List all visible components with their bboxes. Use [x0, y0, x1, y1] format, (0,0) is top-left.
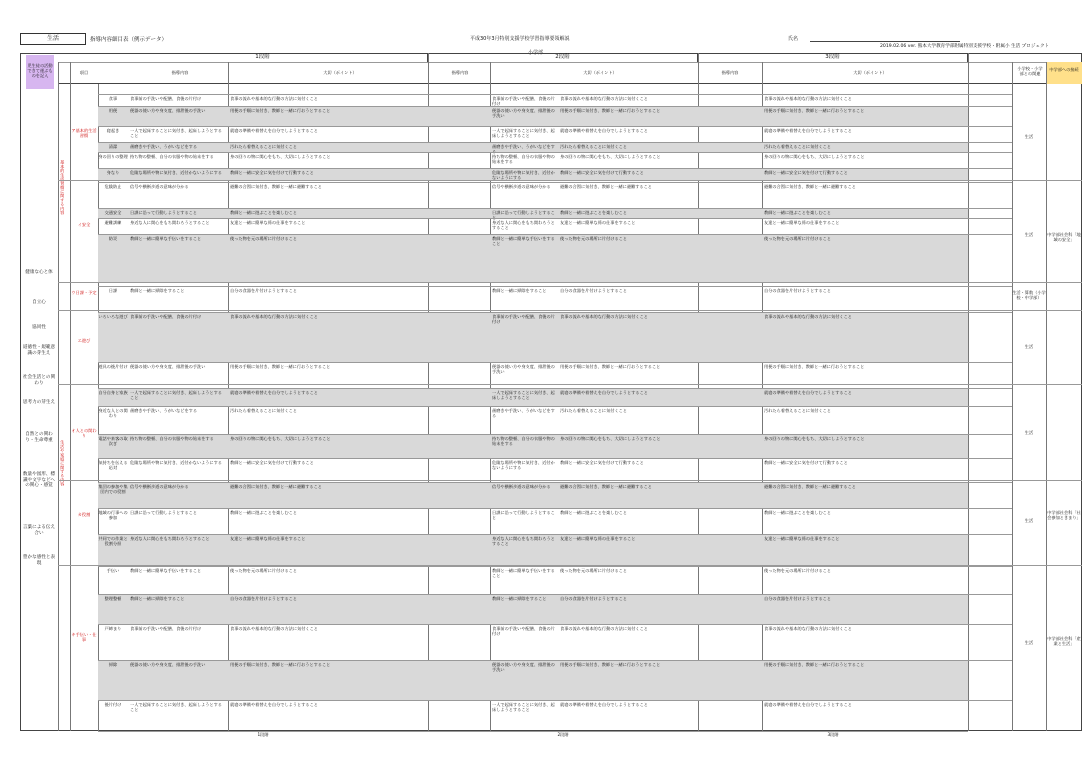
- cell-text: 就寝の準備や着替えを自分でしようとすること: [560, 390, 648, 395]
- cell-text: 持ち物の整頓、自分の衣服や物の始末をする: [492, 436, 555, 447]
- row-separator: [98, 106, 1012, 107]
- stage3-point-header: 大切（ポイント）: [853, 70, 887, 75]
- stage2-point-header: 大切（ポイント）: [583, 70, 617, 75]
- cell-text: 用便の手順に気付き、教師と一緒に行おうとすること: [230, 108, 331, 113]
- cell-text: 自分の食器を片付けようとすること: [230, 596, 298, 601]
- row-item-label: 防災: [108, 236, 118, 241]
- divider: [58, 62, 59, 731]
- cell-text: 汚れたら着替えることに気付くこと: [764, 408, 832, 413]
- cell-text: 教師と一緒に遊ぶことを楽しむこと: [230, 510, 298, 515]
- cell-text: 歯磨きや手洗い、うがいなどをする: [130, 144, 198, 149]
- subject-label: 生活: [20, 33, 86, 45]
- group-label: ウ日課・予定: [71, 290, 97, 295]
- cell-text: 身近な人に関心をもち関わろうとすること: [130, 220, 210, 225]
- left-topic: 自然との関わり・生命尊重: [25, 432, 53, 443]
- cell-text: 危険な場所や物に気付き、近付かないようにする: [130, 460, 222, 465]
- cell-text: 日課に沿って行動しようとすること: [492, 210, 555, 221]
- cell-text: 身の回りの物に関心をもち、大切にしようとすること: [560, 154, 661, 159]
- cell-text: 便器の使い方や身支度、排泄後の手洗い: [130, 108, 206, 113]
- cell-text: 身の回りの物に関心をもち、大切にしようとすること: [764, 436, 865, 441]
- cell-text: 信号や横断歩道の意味が分かる: [492, 484, 551, 489]
- row-separator: [98, 218, 1012, 219]
- row-item-label: 寝起き: [106, 128, 120, 133]
- cell-text: 用便の手順に気付き、教師と一緒に行おうとすること: [560, 364, 661, 369]
- row-separator: [98, 534, 1012, 535]
- row-separator: [98, 594, 1012, 595]
- group-separator: [58, 384, 1082, 385]
- cell-text: 自分の食器を片付けようとすること: [560, 288, 628, 293]
- row-separator: [98, 312, 1012, 313]
- row-item-label: 共同での作業と役割分担: [98, 536, 128, 547]
- cell-text: 用便の手順に気付き、教師と一緒に行おうとすること: [764, 364, 865, 369]
- cell-text: 教師と一緒に遊ぶことを楽しむこと: [764, 510, 832, 515]
- group-separator: [58, 180, 1082, 181]
- row-item-label: 用便: [108, 108, 118, 113]
- cell-text: 信号や横断歩道の意味が分かる: [130, 484, 189, 489]
- relation-label: 生活: [1024, 232, 1034, 237]
- cell-text: 使った物を元の場所に片付けること: [230, 236, 298, 241]
- relation-label: 生活: [1024, 640, 1034, 645]
- cell-text: 就寝の準備や着替えを自分でしようとすること: [764, 390, 852, 395]
- cell-text: 自分の食器を片付けようとすること: [764, 596, 832, 601]
- cell-text: 教師と一緒に安全に気を付けて行動すること: [764, 460, 848, 465]
- cell-text: 身の回りの物に関心をもち、大切にしようとすること: [230, 436, 331, 441]
- cell-text: 使った物を元の場所に片付けること: [560, 568, 628, 573]
- divider: [968, 53, 969, 731]
- cell-text: 食事前の手洗いや配膳、食後の片付け: [492, 314, 555, 325]
- cell-text: 避難の合図に気付き、教師と一緒に避難すること: [560, 484, 652, 489]
- cell-text: 避難の合図に気付き、教師と一緒に避難すること: [560, 184, 652, 189]
- group-label: オ人との関わり: [71, 428, 97, 439]
- cell-text: 教師と一緒に掃除をすること: [492, 596, 547, 601]
- cell-text: 日課に沿って行動しようとすること: [130, 210, 198, 215]
- cell-text: 友達と一緒に簡単な係の仕事をすること: [764, 220, 840, 225]
- cell-text: 一人で起床することに気付き、起床しようとすること: [492, 702, 555, 713]
- cell-text: 用便の手順に気付き、教師と一緒に行おうとすること: [764, 108, 865, 113]
- name-label: 氏名: [788, 36, 799, 42]
- group-separator: [58, 480, 1082, 481]
- stage2-header: 2段階: [428, 53, 698, 62]
- divider: [1012, 62, 1013, 731]
- cell-text: 持ち物の整頓、自分の衣服や物の始末をする: [492, 154, 555, 165]
- row-separator: [98, 126, 1012, 127]
- row-separator: [98, 94, 1012, 95]
- vertical-category-label: 基本的生活習慣に関する内容: [60, 160, 66, 215]
- cell-text: 食事前の手洗いや配膳、食後の片付け: [130, 626, 202, 631]
- cell-text: 汚れたら着替えることに気付くこと: [230, 408, 298, 413]
- left-topic: 豊かな感性と表現: [22, 555, 56, 566]
- cell-text: 教師と一緒に安全に気を付けて行動すること: [230, 460, 314, 465]
- cell-text: 食事前の手洗いや配膳、食後の片付け: [492, 96, 555, 107]
- row-item-label: 掃除: [108, 662, 118, 667]
- relation-label: 生活: [1024, 518, 1034, 523]
- footer-stage2: 2段階: [428, 731, 698, 737]
- left-topic: 自立心: [32, 300, 46, 305]
- left-topic: 健康な心と体: [25, 270, 53, 275]
- item-header: 項目: [79, 70, 89, 75]
- cell-text: 友達と一緒に簡単な係の仕事をすること: [560, 536, 636, 541]
- row-item-label: 遊具の後片付け: [98, 364, 128, 369]
- cell-text: 食事の流れや基本的な行動の方法に気付くこと: [560, 314, 648, 319]
- cell-text: 一人で起床することに気付き、起床しようとすること: [130, 128, 222, 139]
- cell-text: 就寝の準備や着替えを自分でしようとすること: [764, 128, 852, 133]
- row-separator: [98, 434, 1012, 435]
- name-underline: [810, 41, 960, 42]
- row-item-label: 避難訓練: [104, 220, 122, 225]
- stage3-content-header: 指導内容: [721, 70, 739, 75]
- row-separator: [98, 406, 1012, 407]
- cell-text: 汚れたら着替えることに気付くこと: [560, 408, 628, 413]
- row-item-label: 後片付け: [104, 702, 122, 707]
- row-item-label: 食事: [108, 96, 118, 101]
- row-item-label: 日課: [108, 288, 118, 293]
- cell-text: 教師と一緒に簡単な手伝いをすること: [130, 236, 202, 241]
- cell-text: 食事の流れや基本的な行動の方法に気付くこと: [230, 626, 318, 631]
- cell-text: 便器の使い方や身支度、排泄後の手洗い: [492, 108, 555, 119]
- group-label: キ手伝い・仕事: [71, 632, 97, 643]
- cell-text: 教師と一緒に遊ぶことを楽しむこと: [230, 210, 298, 215]
- cell-text: 就寝の準備や着替えを自分でしようとすること: [560, 128, 648, 133]
- cell-text: 自分の食器を片付けようとすること: [764, 288, 832, 293]
- cell-text: 教師と一緒に安全に気を付けて行動すること: [560, 170, 644, 175]
- left-topic: 言葉による伝え合い: [22, 525, 56, 536]
- cell-text: 身の回りの物に関心をもち、大切にしようとすること: [560, 436, 661, 441]
- cell-text: 身の回りの物に関心をもち、大切にしようとすること: [230, 154, 331, 159]
- cell-text: 危険な場所や物に気付き、近付かないようにする: [492, 460, 555, 471]
- cell-text: 教師と一緒に遊ぶことを楽しむこと: [560, 210, 628, 215]
- stage1-content-header: 指導内容: [171, 70, 189, 75]
- stage1-header: 1段階: [98, 53, 428, 62]
- row-separator: [98, 182, 1012, 183]
- left-topic: 協同性: [32, 325, 46, 330]
- cell-text: 食事の流れや基本的な行動の方法に気付くこと: [230, 96, 318, 101]
- cell-text: 教師と一緒に安全に気を付けて行動すること: [764, 170, 848, 175]
- footer-stage1: 1段階: [98, 731, 428, 737]
- cell-text: 一人で起床することに気付き、起床しようとすること: [130, 702, 222, 713]
- row-separator: [98, 566, 1012, 567]
- row-item-label: 手伝い: [106, 568, 120, 573]
- row-item-label: 戸締まり: [104, 626, 122, 631]
- center-title: 平成30年3月特別支援学校学習指導要領解説: [470, 36, 570, 42]
- row-separator: [98, 152, 1012, 153]
- left-topic: 社会生活との関わり: [22, 375, 56, 386]
- row-separator: [98, 482, 1012, 483]
- cell-text: 日課に沿って行動しようとすること: [492, 510, 555, 521]
- document-title: 指導内容細目表（例示データ）: [90, 37, 168, 43]
- row-item-label: 清潔: [108, 144, 118, 149]
- cell-text: 避難の合図に気付き、教師と一緒に避難すること: [764, 184, 856, 189]
- junior-header: 中学部への接続: [1046, 62, 1082, 84]
- relation-header: 小学校・小学部との関連: [1017, 66, 1043, 77]
- row-separator: [98, 388, 1012, 389]
- relation-label: 生活: [1024, 134, 1034, 139]
- divider: [70, 62, 71, 731]
- footer-stage3: 3段階: [698, 731, 968, 737]
- row-item-label: 身近な人との関わり: [98, 408, 128, 419]
- stage3-header: 3段階: [698, 53, 968, 62]
- cell-text: 持ち物の整頓、自分の衣服や物の始末をする: [130, 436, 214, 441]
- row-separator: [98, 700, 1012, 701]
- cell-text: 教師と一緒に簡単な手伝いをすること: [130, 568, 202, 573]
- relation-label: 生活・算数（小学校・中学部）: [1012, 290, 1046, 301]
- cell-text: 自分の食器を片付けようとすること: [560, 596, 628, 601]
- group-label: エ遊び: [77, 338, 91, 343]
- relation-label: 生活: [1024, 344, 1034, 349]
- cell-text: 便器の使い方や身支度、排泄後の手洗い: [492, 662, 555, 673]
- cell-text: 用便の手順に気付き、教師と一緒に行おうとすること: [230, 662, 331, 667]
- row-item-label: 身の回りの整理: [98, 154, 128, 159]
- row-item-label: 電話や来客の取次ぎ: [98, 436, 128, 447]
- cell-text: 一人で起床することに気付き、起床しようとすること: [492, 390, 555, 401]
- left-note-label: 児生徒の活動できて運ぶものを記入: [26, 55, 54, 89]
- cell-text: 使った物を元の場所に片付けること: [560, 236, 628, 241]
- group-label: カ役割: [77, 512, 91, 517]
- cell-text: 教師と一緒に遊ぶことを楽しむこと: [560, 510, 628, 515]
- row-separator: [98, 286, 1012, 287]
- cell-text: 信号や横断歩道の意味が分かる: [130, 184, 189, 189]
- cell-text: 教師と一緒に安全に気を付けて行動すること: [230, 170, 314, 175]
- row-item-label: 地域の行事への参加: [98, 510, 128, 521]
- cell-text: 友達と一緒に簡単な係の仕事をすること: [764, 536, 840, 541]
- cell-text: 汚れたら着替えることに気付くこと: [764, 144, 832, 149]
- cell-text: 持ち物の整頓、自分の衣服や物の始末をする: [130, 154, 214, 159]
- cell-text: 使った物を元の場所に片付けること: [764, 236, 832, 241]
- row-separator: [98, 234, 1012, 235]
- row-separator: [98, 660, 1012, 661]
- row-separator: [98, 624, 1012, 625]
- cell-text: 日課に沿って行動しようとすること: [130, 510, 198, 515]
- cell-text: 歯磨きや手洗い、うがいなどをする: [130, 408, 198, 413]
- cell-text: 一人で起床することに気付き、起床しようとすること: [130, 390, 222, 401]
- cell-text: 教師と一緒に掃除をすること: [492, 288, 547, 293]
- group-label: イ安全: [77, 222, 91, 227]
- row-item-label: 集団の参加や集団内での役割: [98, 484, 128, 495]
- cell-text: 食事の流れや基本的な行動の方法に気付くこと: [764, 314, 852, 319]
- junior-label: 中学部社会科「産業と生活」: [1047, 636, 1081, 647]
- cell-text: 就寝の準備や着替えを自分でしようとすること: [230, 390, 318, 395]
- cell-text: 便器の使い方や身支度、排泄後の手洗い: [492, 364, 555, 375]
- cell-text: 使った物を元の場所に片付けること: [764, 568, 832, 573]
- cell-text: 教師と一緒に掃除をすること: [130, 288, 185, 293]
- cell-text: 身近な人に関心をもち関わろうとすること: [492, 536, 555, 547]
- row-item-label: 自分自身と家族: [98, 390, 128, 395]
- row-item-label: 気持ちを伝える応対: [98, 460, 128, 471]
- cell-text: 便器の使い方や身支度、排泄後の手洗い: [130, 364, 206, 369]
- cell-text: 用便の手順に気付き、教師と一緒に行おうとすること: [560, 662, 661, 667]
- cell-text: 自分の食器を片付けようとすること: [230, 288, 298, 293]
- cell-text: 食事の流れや基本的な行動の方法に気付くこと: [764, 626, 852, 631]
- cell-text: 避難の合図に気付き、教師と一緒に避難すること: [764, 484, 856, 489]
- cell-text: 食事の流れや基本的な行動の方法に気付くこと: [230, 314, 318, 319]
- cell-text: 一人で起床することに気付き、起床しようとすること: [492, 128, 555, 139]
- cell-text: 就寝の準備や着替えを自分でしようとすること: [560, 702, 648, 707]
- group-separator: [58, 310, 1082, 311]
- junior-label: 中学部社会科「社会参加ときまり」: [1047, 510, 1081, 521]
- cell-text: 歯磨きや手洗い、うがいなどをする: [492, 144, 555, 155]
- cell-text: 避難の合図に気付き、教師と一緒に避難すること: [230, 484, 322, 489]
- cell-text: 就寝の準備や着替えを自分でしようとすること: [764, 702, 852, 707]
- row-separator: [98, 208, 1012, 209]
- cell-text: 身近な人に関心をもち関わろうとすること: [130, 536, 210, 541]
- cell-text: 食事前の手洗いや配膳、食後の片付け: [492, 626, 555, 637]
- cell-text: 食事の流れや基本的な行動の方法に気付くこと: [560, 626, 648, 631]
- group-separator: [58, 282, 1082, 283]
- cell-text: 食事の流れや基本的な行動の方法に気付くこと: [560, 96, 648, 101]
- row-separator: [98, 458, 1012, 459]
- cell-text: 汚れたら着替えることに気付くこと: [560, 144, 628, 149]
- cell-text: 歯磨きや手洗い、うがいなどをする: [492, 408, 555, 419]
- row-item-label: 身なり: [106, 170, 120, 175]
- cell-text: 避難の合図に気付き、教師と一緒に避難すること: [230, 184, 322, 189]
- cell-text: 用便の手順に気付き、教師と一緒に行おうとすること: [764, 662, 865, 667]
- row-separator: [98, 168, 1012, 169]
- left-topic: 数量や図形、標識や文字などへの関心・感覚: [22, 472, 56, 489]
- cell-text: 身近な人に関心をもち関わろうとすること: [492, 220, 555, 231]
- cell-text: 用便の手順に気付き、教師と一緒に行おうとすること: [230, 364, 331, 369]
- cell-text: 就寝の準備や着替えを自分でしようとすること: [230, 128, 318, 133]
- row-item-label: 交通安全: [104, 210, 122, 215]
- stage2-content-header: 指導内容: [451, 70, 469, 75]
- vertical-category-label: 生活や家庭に関する内容: [60, 440, 66, 487]
- cell-text: 食事前の手洗いや配膳、食後の片付け: [130, 314, 202, 319]
- row-item-label: 整理整頓: [104, 596, 122, 601]
- cell-text: 危険な場所や物に気付き、近付かないようにする: [130, 170, 222, 175]
- cell-text: 食事前の手洗いや配膳、食後の片付け: [130, 96, 202, 101]
- school-section-label: 小学部: [528, 50, 544, 56]
- cell-text: 教師と一緒に簡単な手伝いをすること: [492, 568, 555, 579]
- cell-text: 教師と一緒に掃除をすること: [130, 596, 185, 601]
- row-separator: [98, 362, 1012, 363]
- relation-label: 生活: [1024, 430, 1034, 435]
- version-label: 2019.02.06 ver. 熊本大学教育学部附属特別支援学校・附属小 生活 プロジェクト: [880, 44, 1050, 49]
- cell-text: 教師と一緒に安全に気を付けて行動すること: [560, 460, 644, 465]
- cell-text: 友達と一緒に簡単な係の仕事をすること: [560, 220, 636, 225]
- cell-text: 教師と一緒に簡単な手伝いをすること: [492, 236, 555, 247]
- row-separator: [98, 508, 1012, 509]
- stage1-point-header: 大切（ポイント）: [323, 70, 357, 75]
- cell-text: 身の回りの物に関心をもち、大切にしようとすること: [764, 154, 865, 159]
- cell-text: 友達と一緒に簡単な係の仕事をすること: [230, 536, 306, 541]
- row-item-label: 危険防止: [104, 184, 122, 189]
- cell-text: 用便の手順に気付き、教師と一緒に行おうとすること: [560, 108, 661, 113]
- cell-text: 汚れたら着替えることに気付くこと: [230, 144, 298, 149]
- cell-text: 就寝の準備や着替えを自分でしようとすること: [230, 702, 318, 707]
- cell-text: 便器の使い方や身支度、排泄後の手洗い: [130, 662, 206, 667]
- cell-text: 使った物を元の場所に片付けること: [230, 568, 298, 573]
- left-topic: 道徳性・規範意識の芽生え: [22, 345, 56, 356]
- cell-text: 食事の流れや基本的な行動の方法に気付くこと: [764, 96, 852, 101]
- cell-text: 教師と一緒に遊ぶことを楽しむこと: [764, 210, 832, 215]
- cell-text: 信号や横断歩道の意味が分かる: [492, 184, 551, 189]
- group-label: ア基本的生活習慣: [71, 128, 97, 139]
- divider: [1046, 62, 1047, 731]
- row-separator: [98, 142, 1012, 143]
- cell-text: 危険な場所や物に気付き、近付かないようにする: [492, 170, 555, 181]
- junior-label: 中学部社会科「地域の安全」: [1047, 232, 1081, 243]
- cell-text: 友達と一緒に簡単な係の仕事をすること: [230, 220, 306, 225]
- left-topic: 思考力の芽生え: [22, 400, 56, 405]
- row-item-label: いろいろな遊び: [98, 314, 128, 319]
